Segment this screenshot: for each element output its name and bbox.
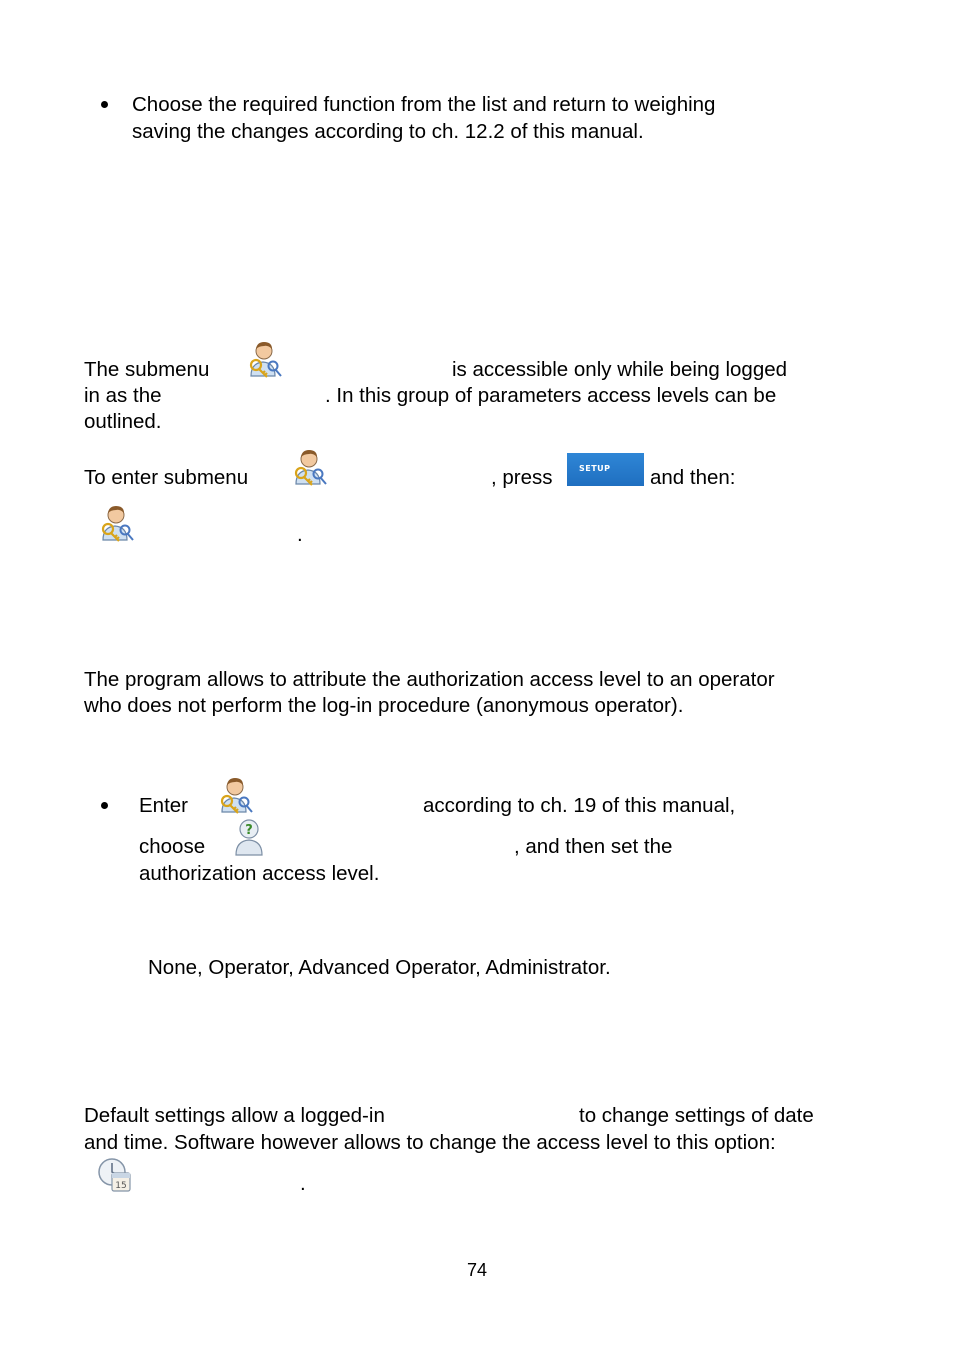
p4-text-c: . <box>300 1172 306 1195</box>
p2-text-a: To enter submenu <box>84 466 249 489</box>
page-number: 74 <box>466 1260 488 1280</box>
date-time-icon <box>95 1155 135 1195</box>
p2-text-b: , press <box>491 466 553 489</box>
anonymous-operator-icon <box>229 817 269 857</box>
bullet1-line1: Choose the required function from the list and return to weighing <box>132 93 716 116</box>
p1-text-a: The submenu <box>84 358 210 381</box>
p1-text-c: in as the <box>84 384 162 407</box>
b2-text-c: choose <box>139 835 206 858</box>
p3-line2: who does not perform the log-in procedure (anonymous operator). <box>84 694 684 717</box>
p4-text-a: Default settings allow a logged-in <box>84 1104 385 1127</box>
b2-text-b: according to ch. 19 of this manual, <box>423 794 736 817</box>
p2-text-d: . <box>297 523 303 546</box>
p1-text-b: is accessible only while being logged <box>452 358 788 381</box>
p4-line2: and time. Software however allows to change the access level to this option: <box>84 1131 776 1154</box>
p3-line1: The program allows to attribute the authorization access level to an operator <box>84 668 775 691</box>
setup-button[interactable] <box>567 453 644 486</box>
setup-button-label: SETUP <box>579 464 611 473</box>
b2-text-d: , and then set the <box>514 835 673 858</box>
b2-text-a: Enter <box>139 794 188 817</box>
bullet1-line2: saving the changes according to ch. 12.2 of this manual. <box>132 120 644 143</box>
p2-text-c: and then: <box>650 466 736 489</box>
p1-text-d: . In this group of parameters access levels can be <box>325 384 777 407</box>
authorization-icon <box>288 447 328 487</box>
p1-text-e: outlined. <box>84 410 162 433</box>
authorization-icon <box>243 339 283 379</box>
b2-text-e: authorization access level. <box>139 862 380 885</box>
p4-text-b: to change settings of date <box>579 1104 814 1127</box>
bullet-1 <box>101 101 108 108</box>
authorization-icon <box>95 503 135 543</box>
authorization-icon <box>214 775 254 815</box>
bullet-2 <box>101 802 108 809</box>
access-levels-list: None, Operator, Advanced Operator, Administrator. <box>148 956 611 979</box>
